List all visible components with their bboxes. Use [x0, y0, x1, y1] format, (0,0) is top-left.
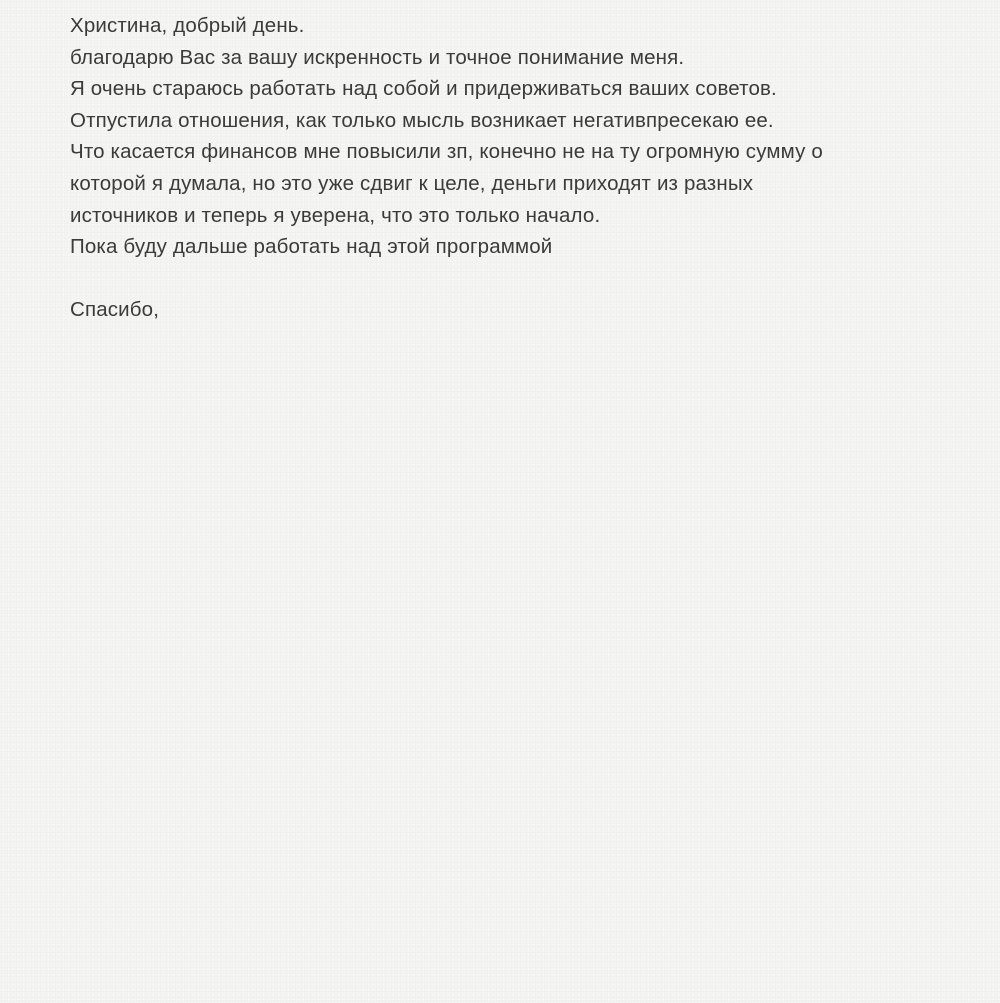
- blank-line: [70, 263, 970, 295]
- note-closing: Спасибо,: [70, 298, 160, 322]
- note-line: Пока буду дальше работать над этой программой: [70, 235, 553, 259]
- note-line: источников и теперь я уверена, что это только начало.: [70, 203, 601, 227]
- note-line: Отпустила отношения, как только мысль возникает негативпресекаю ее.: [70, 108, 774, 132]
- note-line: Я очень стараюсь работать над собой и придерживаться ваших советов.: [70, 77, 777, 101]
- note-line: Что касается финансов мне повысили зп, конечно не на ту огромную сумму о: [70, 140, 823, 164]
- note-line: которой я думала, но это уже сдвиг к целе, деньги приходят из разных: [70, 171, 754, 195]
- note-line-greeting: Христина, добрый день.: [70, 14, 305, 37]
- note-body[interactable]: [70, 10, 970, 326]
- note-line: благодарю Вас за вашу искренность и точное понимание меня.: [70, 45, 685, 69]
